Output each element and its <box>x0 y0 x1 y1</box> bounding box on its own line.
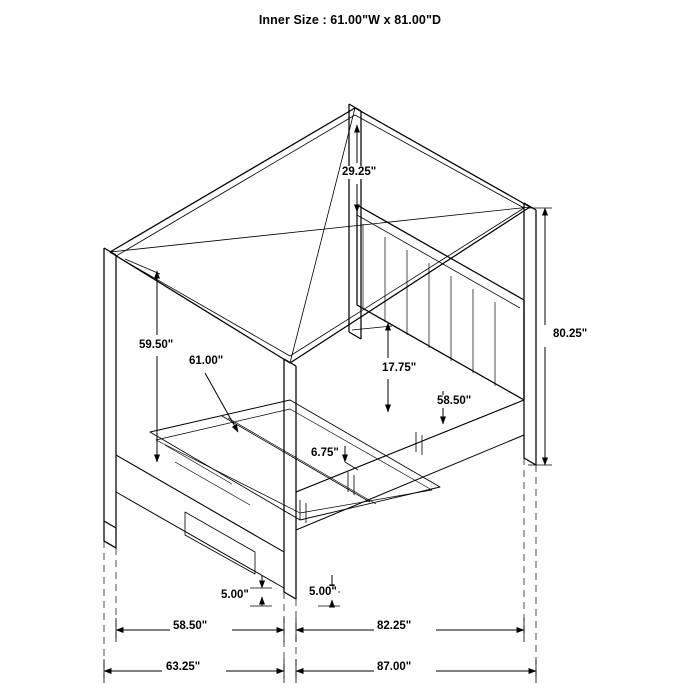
dim-label-deck-height: 6.75" <box>311 447 339 459</box>
dim-label-canopy-top-to-rail: 29.25" <box>342 166 377 178</box>
dim-label-rail-to-headboard-top: 17.75" <box>382 362 417 374</box>
dim-label-overall-height: 80.25" <box>553 328 588 340</box>
dim-label-bottom-width-inner: 58.50" <box>173 620 208 632</box>
dimension-lines <box>104 125 552 683</box>
dim-label-footboard-leg-left: 5.00" <box>221 589 249 601</box>
page-title: Inner Size : 61.00"W x 81.00"D <box>258 13 442 27</box>
dim-label-inner-width: 61.00" <box>189 355 224 367</box>
dim-label-footboard-leg-right: 5.00" <box>309 586 337 598</box>
dim-label-bottom-depth-inner: 82.25" <box>377 620 412 632</box>
dim-label-overall-depth: 87.00" <box>377 661 412 673</box>
dim-label-inner-depth-side: 58.50" <box>437 395 472 407</box>
dim-label-headboard-post-height: 59.50" <box>139 339 174 351</box>
dim-label-overall-width: 63.25" <box>166 661 201 673</box>
